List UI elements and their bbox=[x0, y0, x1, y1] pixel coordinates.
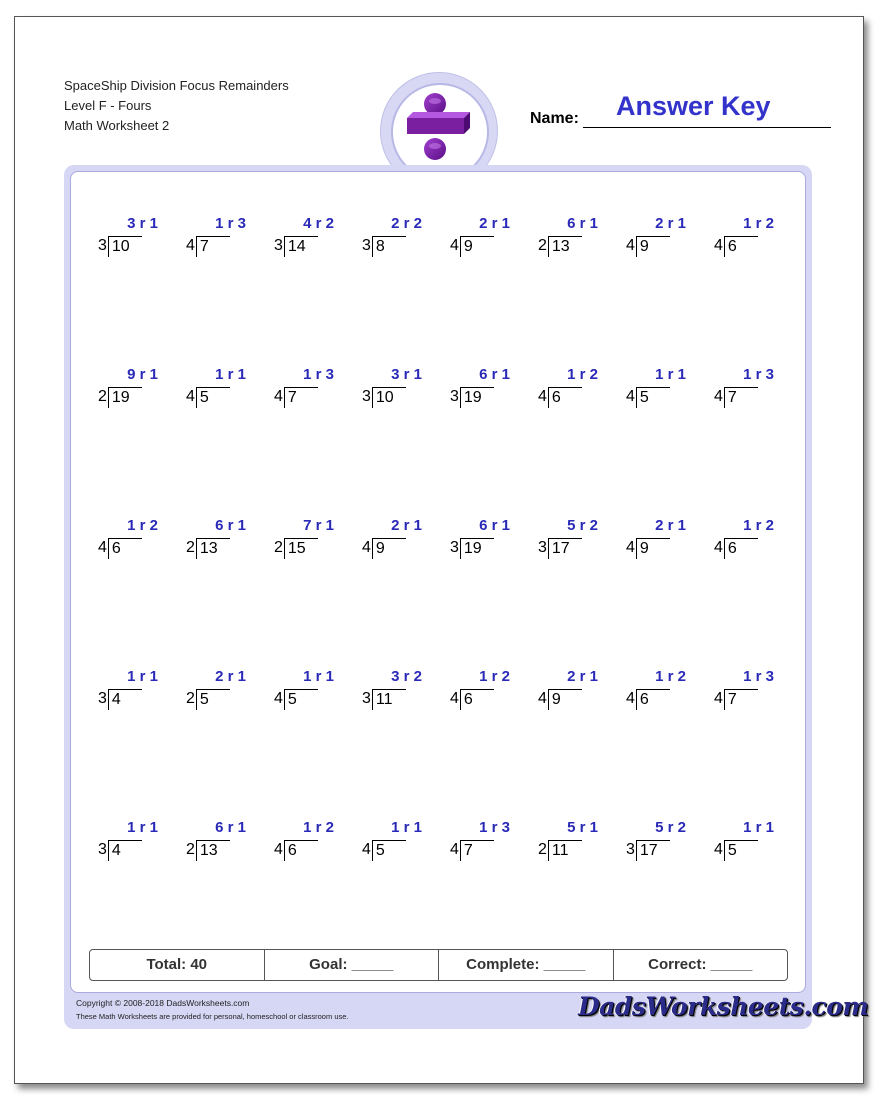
answer: 1 r 2 bbox=[567, 366, 598, 383]
division-problem bbox=[274, 668, 334, 712]
dividend: 9 bbox=[636, 236, 670, 257]
divisor: 4 bbox=[626, 539, 635, 556]
answer: 6 r 1 bbox=[479, 517, 510, 534]
division-problem bbox=[538, 215, 598, 259]
answer: 5 r 1 bbox=[567, 819, 598, 836]
divisor: 4 bbox=[274, 388, 283, 405]
answer: 6 r 1 bbox=[215, 517, 246, 534]
divisor: 3 bbox=[362, 237, 371, 254]
answer: 1 r 1 bbox=[215, 366, 246, 383]
dividend: 17 bbox=[636, 840, 670, 861]
dividend: 7 bbox=[460, 840, 494, 861]
answer: 1 r 2 bbox=[127, 517, 158, 534]
answer: 3 r 2 bbox=[391, 668, 422, 685]
dividend: 5 bbox=[372, 840, 406, 861]
division-problem bbox=[274, 366, 334, 410]
divisor: 4 bbox=[714, 690, 723, 707]
divisor: 3 bbox=[98, 841, 107, 858]
division-problem bbox=[714, 668, 774, 712]
division-problem bbox=[362, 517, 422, 561]
answer: 1 r 1 bbox=[127, 668, 158, 685]
answer: 6 r 1 bbox=[215, 819, 246, 836]
divisor: 3 bbox=[450, 539, 459, 556]
dividend: 11 bbox=[372, 689, 406, 710]
division-problem bbox=[186, 517, 246, 561]
answer: 1 r 1 bbox=[743, 819, 774, 836]
answer: 5 r 2 bbox=[655, 819, 686, 836]
divisor: 4 bbox=[274, 841, 283, 858]
divisor: 4 bbox=[538, 690, 547, 707]
divisor: 2 bbox=[538, 237, 547, 254]
dividend: 9 bbox=[460, 236, 494, 257]
answer: 1 r 1 bbox=[655, 366, 686, 383]
answer: 1 r 3 bbox=[303, 366, 334, 383]
answer: 4 r 2 bbox=[303, 215, 334, 232]
division-problem bbox=[274, 215, 334, 259]
answer: 2 r 1 bbox=[215, 668, 246, 685]
answer: 2 r 1 bbox=[479, 215, 510, 232]
division-problem bbox=[186, 668, 246, 712]
dividend: 5 bbox=[724, 840, 758, 861]
answer: 1 r 3 bbox=[743, 668, 774, 685]
answer: 1 r 2 bbox=[303, 819, 334, 836]
division-problem bbox=[626, 215, 686, 259]
divisor: 4 bbox=[626, 388, 635, 405]
division-problem bbox=[538, 366, 598, 410]
dividend: 6 bbox=[284, 840, 318, 861]
division-problem bbox=[450, 517, 510, 561]
answer: 7 r 1 bbox=[303, 517, 334, 534]
divisor: 4 bbox=[274, 690, 283, 707]
score-bar bbox=[89, 949, 788, 981]
divisor: 2 bbox=[538, 841, 547, 858]
division-problem bbox=[362, 819, 422, 863]
answer: 6 r 1 bbox=[567, 215, 598, 232]
answer: 3 r 1 bbox=[127, 215, 158, 232]
division-problem bbox=[274, 517, 334, 561]
answer: 6 r 1 bbox=[479, 366, 510, 383]
division-problem bbox=[714, 366, 774, 410]
divisor: 3 bbox=[98, 237, 107, 254]
division-problem bbox=[626, 366, 686, 410]
answer: 5 r 2 bbox=[567, 517, 598, 534]
divisor: 4 bbox=[450, 237, 459, 254]
dividend: 14 bbox=[284, 236, 318, 257]
divisor: 4 bbox=[714, 539, 723, 556]
division-problem bbox=[98, 215, 158, 259]
division-problem bbox=[714, 215, 774, 259]
divisor: 3 bbox=[98, 690, 107, 707]
problems-area bbox=[70, 171, 806, 993]
dividend: 9 bbox=[372, 538, 406, 559]
division-problem bbox=[98, 517, 158, 561]
division-problem bbox=[714, 517, 774, 561]
divisor: 4 bbox=[714, 388, 723, 405]
divisor: 4 bbox=[362, 539, 371, 556]
dividend: 9 bbox=[636, 538, 670, 559]
dividend: 7 bbox=[724, 689, 758, 710]
answer: 2 r 1 bbox=[567, 668, 598, 685]
answer: 1 r 3 bbox=[743, 366, 774, 383]
divisor: 2 bbox=[186, 690, 195, 707]
divisor: 2 bbox=[186, 841, 195, 858]
division-problem bbox=[450, 366, 510, 410]
divisor: 3 bbox=[362, 388, 371, 405]
dividend: 19 bbox=[460, 538, 494, 559]
usage-notice: These Math Worksheets are provided for personal, homeschool or classroom use. bbox=[76, 1012, 349, 1021]
division-problem bbox=[362, 215, 422, 259]
correct-field: Correct: _____ bbox=[648, 956, 753, 973]
division-problem bbox=[362, 366, 422, 410]
division-problem bbox=[714, 819, 774, 863]
answer: 1 r 2 bbox=[743, 215, 774, 232]
answer: 1 r 1 bbox=[303, 668, 334, 685]
division-problem bbox=[274, 819, 334, 863]
goal-field: Goal: _____ bbox=[265, 950, 440, 980]
divisor: 4 bbox=[626, 237, 635, 254]
divisor: 2 bbox=[98, 388, 107, 405]
dividend: 9 bbox=[548, 689, 582, 710]
divisor: 2 bbox=[274, 539, 283, 556]
answer: 2 r 2 bbox=[391, 215, 422, 232]
dividend: 5 bbox=[196, 387, 230, 408]
dividend: 6 bbox=[724, 538, 758, 559]
dividend: 5 bbox=[284, 689, 318, 710]
complete-field: Complete: _____ bbox=[439, 950, 614, 980]
division-problem bbox=[626, 668, 686, 712]
divisor: 4 bbox=[714, 841, 723, 858]
brand-logo: DadsWorksheets.com bbox=[578, 992, 869, 1021]
dividend: 11 bbox=[548, 840, 582, 861]
division-problem bbox=[98, 668, 158, 712]
divisor: 4 bbox=[186, 237, 195, 254]
division-problem bbox=[538, 819, 598, 863]
answer-key-label: Answer Key bbox=[616, 91, 771, 121]
copyright-text: Copyright © 2008-2018 DadsWorksheets.com bbox=[76, 998, 250, 1008]
dividend: 4 bbox=[108, 840, 142, 861]
name-label: Name: bbox=[530, 110, 579, 127]
answer: 1 r 2 bbox=[479, 668, 510, 685]
dividend: 10 bbox=[108, 236, 142, 257]
dividend: 8 bbox=[372, 236, 406, 257]
dividend: 19 bbox=[460, 387, 494, 408]
dividend: 5 bbox=[636, 387, 670, 408]
divisor: 3 bbox=[274, 237, 283, 254]
answer: 1 r 2 bbox=[743, 517, 774, 534]
divisor: 3 bbox=[538, 539, 547, 556]
total-count: Total: 40 bbox=[90, 950, 265, 980]
dividend: 15 bbox=[284, 538, 318, 559]
answer: 1 r 3 bbox=[479, 819, 510, 836]
division-problem bbox=[450, 668, 510, 712]
dividend: 6 bbox=[724, 236, 758, 257]
division-problem bbox=[186, 366, 246, 410]
divisor: 4 bbox=[538, 388, 547, 405]
divisor: 3 bbox=[626, 841, 635, 858]
division-problem bbox=[626, 517, 686, 561]
dividend: 4 bbox=[108, 689, 142, 710]
divisor: 4 bbox=[186, 388, 195, 405]
worksheet-level: Level F - Fours bbox=[64, 98, 152, 113]
dividend: 13 bbox=[196, 840, 230, 861]
answer: 3 r 1 bbox=[391, 366, 422, 383]
division-problem bbox=[98, 366, 158, 410]
dividend: 7 bbox=[196, 236, 230, 257]
dividend: 13 bbox=[196, 538, 230, 559]
division-problem bbox=[362, 668, 422, 712]
dividend: 6 bbox=[108, 538, 142, 559]
dividend: 6 bbox=[636, 689, 670, 710]
answer: 1 r 2 bbox=[655, 668, 686, 685]
divisor: 4 bbox=[98, 539, 107, 556]
division-problem bbox=[538, 517, 598, 561]
division-problem bbox=[98, 819, 158, 863]
division-problem bbox=[186, 215, 246, 259]
division-problem bbox=[450, 819, 510, 863]
worksheet-number: Math Worksheet 2 bbox=[64, 118, 170, 133]
answer: 2 r 1 bbox=[391, 517, 422, 534]
divisor: 4 bbox=[362, 841, 371, 858]
dividend: 7 bbox=[284, 387, 318, 408]
dividend: 19 bbox=[108, 387, 142, 408]
division-problem bbox=[626, 819, 686, 863]
name-underline bbox=[583, 127, 831, 128]
answer: 1 r 3 bbox=[215, 215, 246, 232]
division-problem bbox=[186, 819, 246, 863]
divisor: 3 bbox=[362, 690, 371, 707]
dividend: 6 bbox=[460, 689, 494, 710]
answer: 2 r 1 bbox=[655, 517, 686, 534]
dividend: 7 bbox=[724, 387, 758, 408]
dividend: 5 bbox=[196, 689, 230, 710]
answer: 2 r 1 bbox=[655, 215, 686, 232]
answer: 9 r 1 bbox=[127, 366, 158, 383]
division-problem bbox=[450, 215, 510, 259]
divisor: 4 bbox=[714, 237, 723, 254]
dividend: 6 bbox=[548, 387, 582, 408]
answer: 1 r 1 bbox=[127, 819, 158, 836]
divisor: 2 bbox=[186, 539, 195, 556]
dividend: 13 bbox=[548, 236, 582, 257]
dividend: 10 bbox=[372, 387, 406, 408]
division-problem bbox=[538, 668, 598, 712]
dividend: 17 bbox=[548, 538, 582, 559]
worksheet-title: SpaceShip Division Focus Remainders bbox=[64, 78, 289, 93]
divisor: 4 bbox=[626, 690, 635, 707]
divisor: 3 bbox=[450, 388, 459, 405]
answer: 1 r 1 bbox=[391, 819, 422, 836]
divisor: 4 bbox=[450, 690, 459, 707]
divisor: 4 bbox=[450, 841, 459, 858]
